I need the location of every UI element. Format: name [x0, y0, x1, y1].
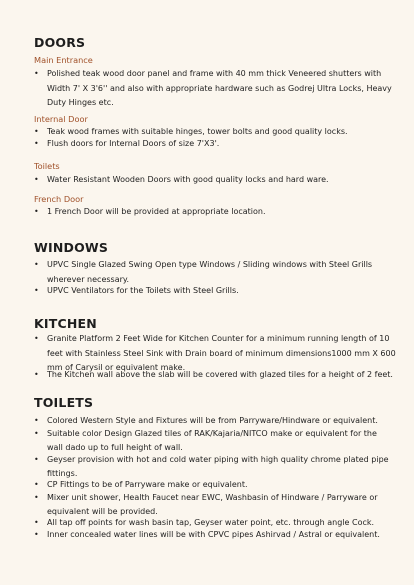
bullet-line: Polished teak wood door panel and frame with 40 mm thick Veneered shutters with: [47, 69, 382, 78]
subheading-toilets: Toilets: [34, 161, 60, 171]
bullet-line: wall dado up to full height of wall.: [47, 442, 183, 452]
bullet-line: UPVC Single Glazed Swing Open type Windows / Sliding windows with Steel Grills: [47, 260, 373, 269]
section-title-toilets: TOILETS: [34, 395, 94, 410]
section-title-windows: WINDOWS: [34, 240, 109, 255]
bullet-dot: •: [34, 480, 39, 489]
bullet-line: mm of Carysil or equivalent make.: [47, 363, 186, 372]
bullet-line: equivalent will be provided.: [47, 506, 158, 516]
bullet-dot: •: [34, 286, 39, 295]
bullet-dot: •: [34, 334, 39, 343]
bullet-dot: •: [34, 175, 39, 184]
bullet-dot: •: [34, 416, 39, 425]
bullet-dot: •: [34, 127, 39, 136]
bullet-line: 1 French Door will be provided at appropriate location.: [47, 207, 266, 216]
bullet-line: Teak wood frames with suitable hinges, tower bolts and good quality locks.: [47, 127, 348, 136]
bullet-line: Geyser provision with hot and cold water piping with high quality chrome plated pipe: [47, 455, 389, 464]
bullet-dot: •: [34, 455, 39, 464]
section-title-doors: DOORS: [34, 35, 86, 50]
section-title-kitchen: KITCHEN: [34, 316, 97, 331]
bullet-line: Colored Western Style and Fixtures will be from Parryware/Hindware or equivalent.: [47, 416, 378, 425]
bullet-line: feet with Stainless Steel Sink with Drain board of minimum dimensions1000 mm X 600: [47, 348, 396, 358]
bullet-line: Duty Hinges etc.: [47, 98, 114, 107]
bullet-line: Inner concealed water lines will be with CPVC pipes Ashirvad / Astral or equivalent.: [47, 530, 380, 539]
bullet-dot: •: [34, 518, 39, 527]
subheading-french-door: French Door: [34, 194, 84, 204]
bullet-line: Granite Platform 2 Feet Wide for Kitchen Counter for a minimum running length of 10: [47, 334, 390, 343]
bullet-line: wherever necessary.: [47, 274, 130, 284]
bullet-dot: •: [34, 493, 39, 502]
bullet-line: Suitable color Design Glazed tiles of RAK/Kajaria/NITCO make or equivalent for the: [47, 429, 377, 438]
bullet-dot: •: [34, 207, 39, 216]
bullet-line: The Kitchen wall above the slab will be covered with glazed tiles for a height of 2 feet.: [47, 370, 393, 379]
bullet-dot: •: [34, 69, 39, 78]
bullet-line: fittings.: [47, 468, 78, 478]
bullet-dot: •: [34, 530, 39, 539]
bullet-line: Flush doors for Internal Doors of size 7'X3'.: [47, 139, 220, 148]
bullet-dot: •: [34, 370, 39, 379]
bullet-line: All tap off points for wash basin tap, Geyser water point, etc. through angle Cock.: [47, 518, 375, 527]
bullet-line: UPVC Ventilators for the Toilets with Steel Grills.: [47, 286, 239, 295]
subheading-internal-door: Internal Door: [34, 114, 88, 124]
bullet-line: CP Fittings to be of Parryware make or equivalent.: [47, 480, 248, 489]
bullet-line: Width 7' X 3'6'' and also with appropriate hardware such as Godrej Ultra Locks, Heavy: [47, 83, 392, 93]
bullet-line: Water Resistant Wooden Doors with good quality locks and hard ware.: [47, 175, 329, 184]
bullet-dot: •: [34, 139, 39, 148]
subheading-main-entrance: Main Entrance: [34, 55, 93, 65]
bullet-dot: •: [34, 429, 39, 438]
bullet-dot: •: [34, 260, 39, 269]
bullet-line: Mixer unit shower, Health Faucet near EWC, Washbasin of Hindware / Parryware or: [47, 493, 378, 502]
